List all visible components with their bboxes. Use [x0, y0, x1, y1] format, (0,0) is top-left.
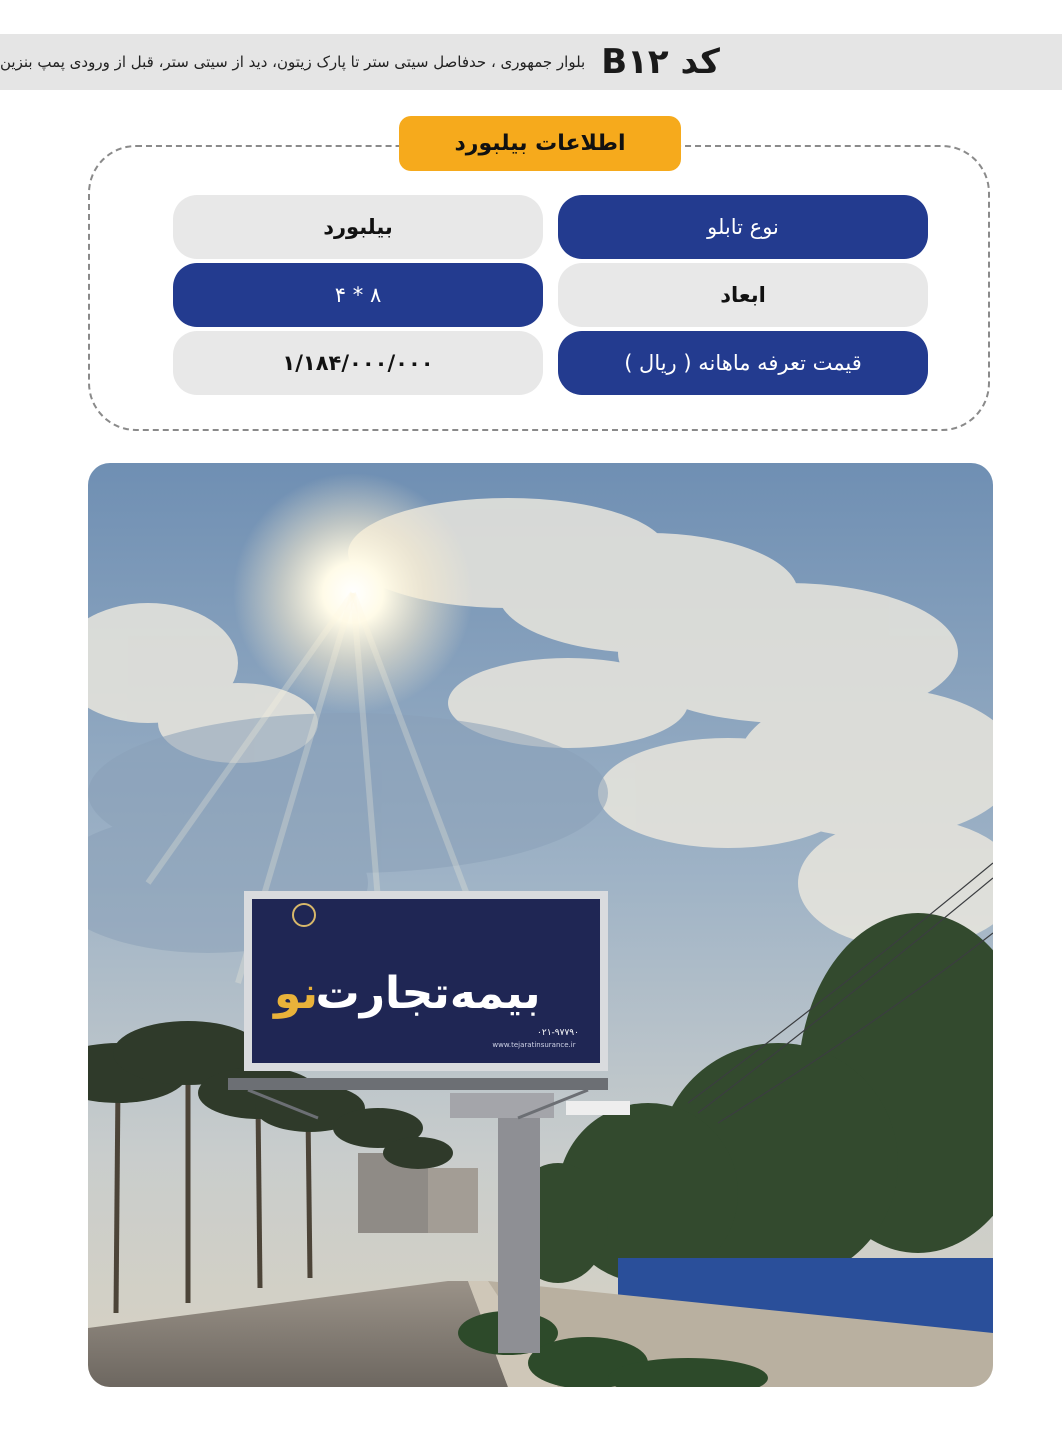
header-content: [0, 42, 800, 82]
value-dimensions: ۸ * ۴: [173, 263, 543, 327]
location-description: بلوار جمهوری ، حدفاصل سیتی ستر تا پارک زیتون، دید از سیتی ستر، قبل از ورودی پمپ بنزین: [0, 53, 586, 71]
value-board-type: بیلبورد: [173, 195, 543, 259]
label-board-type: نوع تابلو: [558, 195, 928, 259]
billboard-main-text: بیمه‌تجارت: [315, 968, 541, 1019]
info-section-title: اطلاعات بیلبورد: [399, 116, 681, 171]
billboard-accent-text: نو: [273, 968, 319, 1019]
label-dimensions: ابعاد: [558, 263, 928, 327]
billboard-phone: ۰۲۱-۹۷۷۹۰: [537, 1028, 579, 1038]
label-monthly-price: قیمت تعرفه ماهانه ( ریال ): [558, 331, 928, 395]
billboard-code: کد B۱۲: [601, 42, 720, 82]
billboard-photo: [88, 463, 993, 1387]
billboard-website: www.tejaratinsurance.ir: [492, 1041, 576, 1049]
header-bar: [0, 34, 1062, 90]
value-monthly-price: ۱/۱۸۴/۰۰۰/۰۰۰: [173, 331, 543, 395]
